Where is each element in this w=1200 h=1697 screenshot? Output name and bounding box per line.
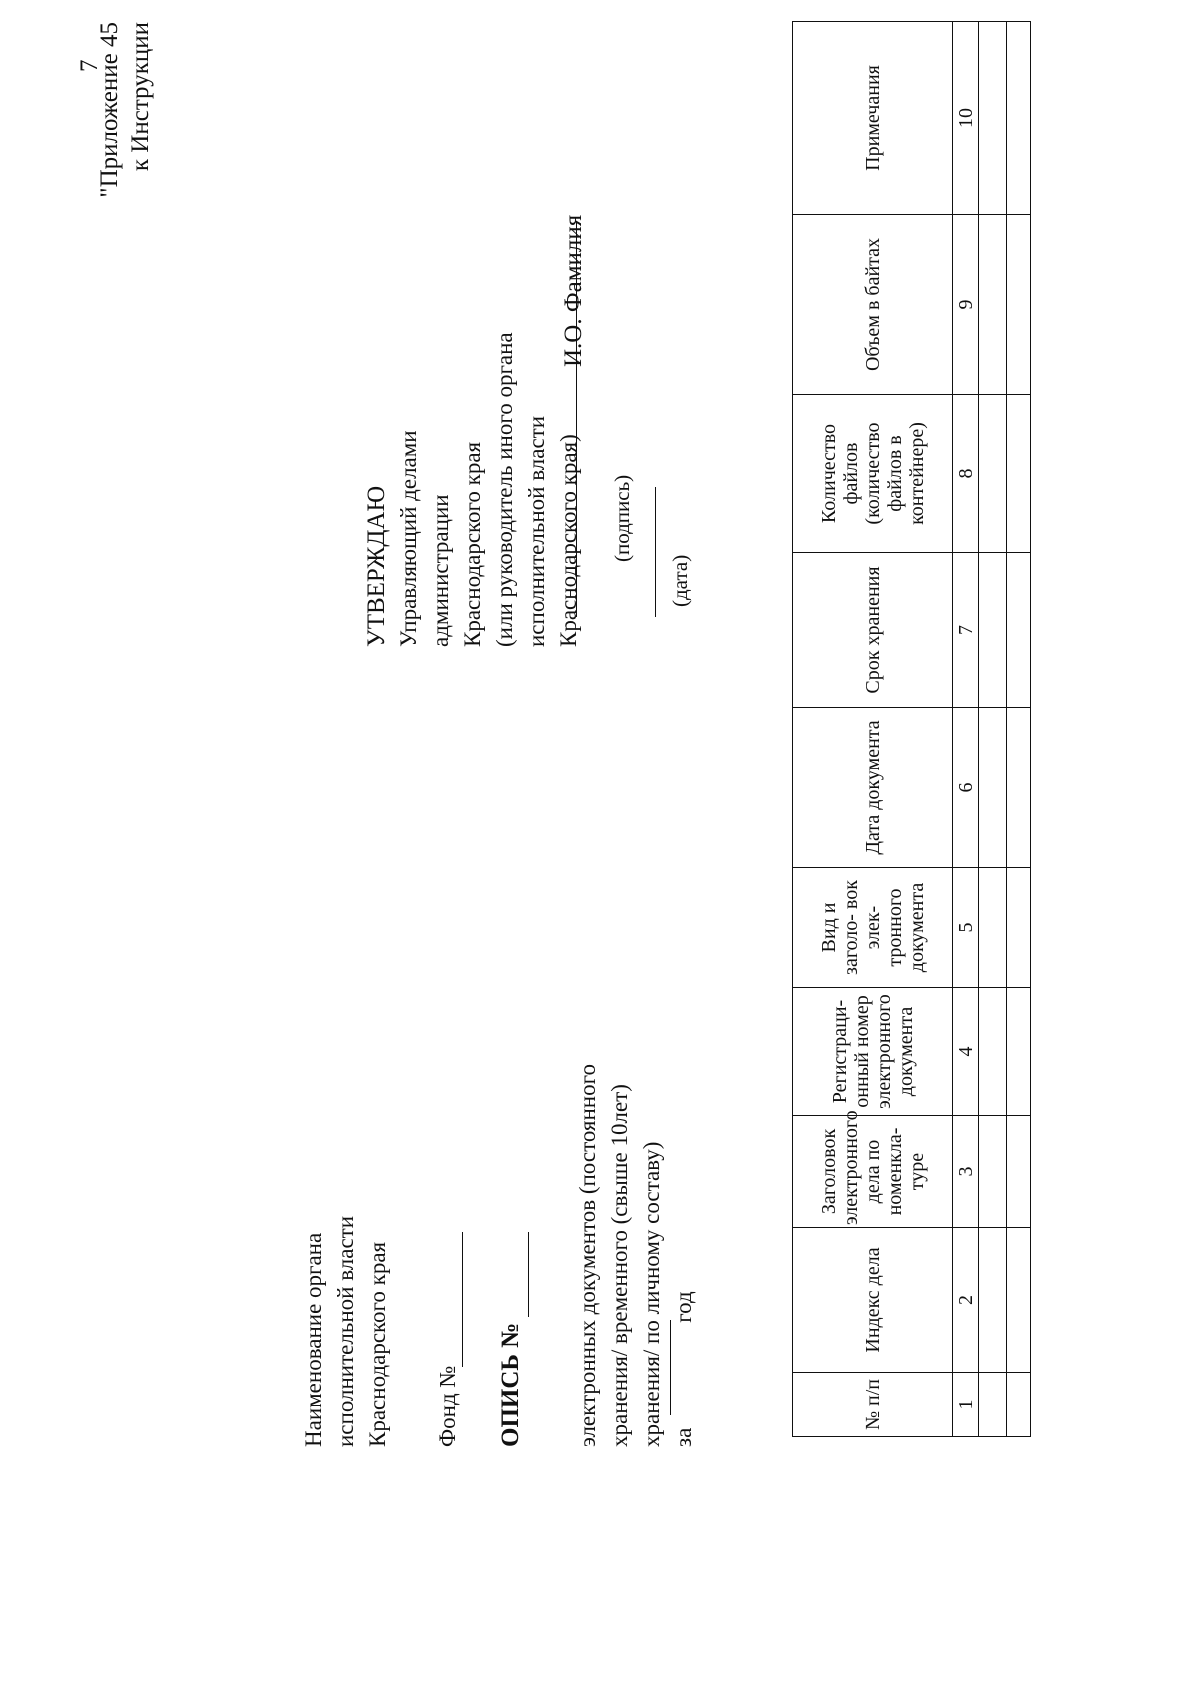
appendix-line: к Инструкции bbox=[127, 22, 154, 172]
table-cell bbox=[979, 1373, 1007, 1437]
column-header: Заголовок электронного дела по номенкла- туре bbox=[793, 1116, 953, 1228]
appendix-reference bbox=[94, 22, 156, 272]
page-number: 7 bbox=[76, 59, 103, 72]
description-line: электронных документов (постоянного bbox=[575, 1064, 600, 1447]
table-cell bbox=[1007, 1373, 1031, 1437]
column-number: 8 bbox=[953, 395, 979, 553]
column-number-row bbox=[953, 22, 979, 1437]
column-header: Дата документа bbox=[793, 708, 953, 868]
approval-line: Управляющий делами bbox=[396, 430, 421, 647]
approval-line: Краснодарского края) bbox=[556, 434, 581, 647]
table-cell bbox=[1007, 988, 1031, 1116]
approval-line: (или руководитель иного органа bbox=[492, 332, 517, 647]
table-cell bbox=[979, 1116, 1007, 1228]
appendix-line: "Приложение 45 bbox=[96, 22, 123, 198]
table-cell bbox=[1007, 395, 1031, 553]
column-header: Срок хранения bbox=[793, 553, 953, 708]
organization-name-block bbox=[298, 1216, 394, 1447]
column-number: 6 bbox=[953, 708, 979, 868]
inventory-number-blank bbox=[528, 1232, 529, 1317]
column-number: 2 bbox=[953, 1228, 979, 1373]
table-row bbox=[1007, 22, 1031, 1437]
description-line: хранения/ временного (свыше 10лет) bbox=[607, 1084, 632, 1447]
inventory-table bbox=[792, 21, 1031, 1437]
table-cell bbox=[979, 1228, 1007, 1373]
date-line bbox=[655, 487, 656, 617]
table-cell bbox=[979, 395, 1007, 553]
table-cell bbox=[1007, 868, 1031, 988]
column-number: 7 bbox=[953, 553, 979, 708]
column-number: 10 bbox=[953, 22, 979, 215]
table-cell bbox=[1007, 22, 1031, 215]
year-prefix: за bbox=[671, 1427, 696, 1447]
approval-line: Краснодарского края bbox=[460, 441, 485, 647]
approval-line: исполнительной власти bbox=[524, 415, 549, 647]
table-cell bbox=[1007, 1116, 1031, 1228]
table-cell bbox=[979, 553, 1007, 708]
table-cell bbox=[1007, 553, 1031, 708]
approval-title: УТВЕРЖДАЮ bbox=[363, 485, 390, 647]
table-cell bbox=[979, 22, 1007, 215]
table-cell bbox=[979, 868, 1007, 988]
table-cell bbox=[979, 988, 1007, 1116]
year-suffix: год bbox=[671, 1291, 696, 1323]
table-cell bbox=[1007, 215, 1031, 395]
inventory-title: ОПИСЬ № bbox=[497, 1322, 524, 1447]
table-header-row bbox=[793, 22, 953, 1437]
table-cell bbox=[1007, 708, 1031, 868]
table-cell bbox=[979, 215, 1007, 395]
fund-number-label: Фонд № bbox=[435, 1365, 460, 1447]
organization-line: Наименование органа bbox=[301, 1232, 326, 1447]
table-row bbox=[979, 22, 1007, 1437]
column-header: № п/п bbox=[793, 1373, 953, 1437]
approval-line: администрации bbox=[428, 494, 453, 647]
column-number: 3 bbox=[953, 1116, 979, 1228]
column-number: 1 bbox=[953, 1373, 979, 1437]
column-header: Примечания bbox=[793, 22, 953, 215]
year-blank bbox=[670, 1320, 671, 1415]
column-header: Объем в байтах bbox=[793, 215, 953, 395]
fund-number-blank bbox=[462, 1232, 463, 1367]
signature-caption: (подпись) bbox=[610, 474, 634, 562]
date-caption: (дата) bbox=[668, 554, 692, 607]
column-header: Регистраци- онный номер электронного документа bbox=[793, 988, 953, 1116]
table-cell bbox=[1007, 1228, 1031, 1373]
organization-line: исполнительной власти bbox=[333, 1215, 358, 1447]
table-cell bbox=[979, 708, 1007, 868]
signatory-name: И.О. Фамилия bbox=[560, 214, 587, 367]
inventory-description bbox=[572, 1064, 700, 1447]
column-number: 9 bbox=[953, 215, 979, 395]
column-number: 4 bbox=[953, 988, 979, 1116]
column-number: 5 bbox=[953, 868, 979, 988]
year-line bbox=[668, 1064, 700, 1447]
approval-block bbox=[361, 332, 585, 647]
column-header: Вид и заголо- вок элек- тронного документа bbox=[793, 868, 953, 988]
organization-line: Краснодарского края bbox=[365, 1241, 390, 1447]
column-header: Индекс дела bbox=[793, 1228, 953, 1373]
description-line: хранения/ по личному составу) bbox=[639, 1141, 664, 1447]
column-header: Количество файлов (количество файлов в контейнере) bbox=[793, 395, 953, 553]
